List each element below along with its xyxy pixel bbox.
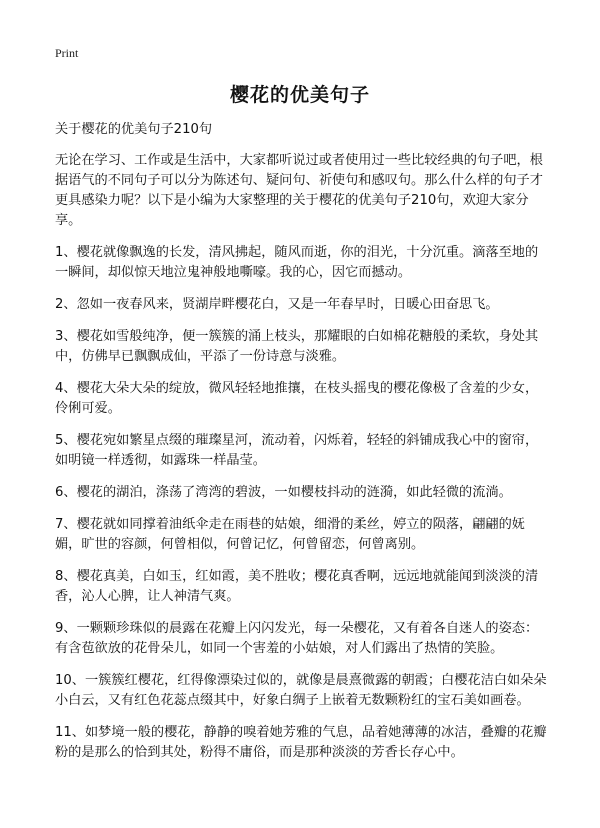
article-body — [55, 120, 550, 775]
sentence-item: 4、樱花大朵大朵的绽放，微风轻轻地推攘，在枝头摇曳的樱花像极了含羞的少女，伶俐可爱。 — [55, 381, 539, 416]
page-title: 樱花的优美句子 — [229, 84, 370, 106]
sentence-item: 2、忽如一夜春风来，贤湖岸畔樱花白，又是一年春早时，日暖心田奋思飞。 — [55, 297, 499, 312]
sentence-item: 10、一簇簇红樱花，红得像漂染过似的，就像是晨熹微露的朝霞；白樱花洁白如朵朵小白云，又有红色花蕊点缀其中，好象白绸子上嵌着无数颗粉红的宝石美如画卷。 — [55, 673, 547, 708]
sentence-item: 7、樱花就如同撑着油纸伞走在雨巷的姑娘，细滑的柔丝，婷立的陨落，翩翩的妩媚，旷世的容颜，何曾相似，何曾记忆，何曾留恋，何曾离别。 — [55, 517, 525, 552]
sentence-item: 5、樱花宛如繁星点缀的璀璨星河，流动着，闪烁着，轻轻的斜铺成我心中的窗帘，如明镜一样透彻，如露珠一样晶莹。 — [55, 433, 539, 468]
intro-paragraph: 无论在学习、工作或是生活中，大家都听说过或者使用过一些比较经典的句子吧，根据语气的不同句子可以分为陈述句、疑问句、祈使句和感叹句。那么什么样的句子才更具感染力呢？以下是小编为大家整理的关于樱花的优美句子210句，欢迎大家分享。 — [55, 153, 543, 228]
sentence-item: 6、樱花的湖泊，涤荡了湾湾的碧波，一如樱枝抖动的涟漪，如此轻微的流淌。 — [55, 485, 512, 500]
sentence-item: 1、樱花就像飘逸的长发，清风拂起，随风而逝，你的泪光，十分沉重。滴落至地的一瞬间，却似惊天地泣鬼神般地嘶嚎。我的心，因它而撼动。 — [55, 245, 539, 280]
sentence-item: 11、如梦境一般的樱花，静静的嗅着她芳雅的气息，品着她薄薄的冰洁，叠瓣的花瓣粉的是那么的恰到其处，粉得不庸俗，而是那种淡淡的芳香长存心中。 — [55, 725, 547, 760]
print-link[interactable]: Print — [55, 46, 79, 60]
sentence-item: 3、樱花如雪般纯净，便一簇簇的涌上枝头，那耀眼的白如棉花糖般的柔软，身处其中，仿佛早已飘飘成仙，平添了一份诗意与淡雅。 — [55, 329, 539, 364]
sentence-item: 9、一颗颗珍珠似的晨露在花瓣上闪闪发光，每一朵樱花，又有着各自迷人的姿态：有含苞欲放的花骨朵儿，如同一个害羞的小姑娘，对人们露出了热情的笑脸。 — [55, 621, 539, 656]
article-subtitle: 关于樱花的优美句子210句 — [55, 122, 213, 137]
sentence-item: 8、樱花真美，白如玉，红如霞，美不胜收；樱花真香啊，远远地就能闻到淡淡的清香，沁人心脾，让人神清气爽。 — [55, 569, 539, 604]
